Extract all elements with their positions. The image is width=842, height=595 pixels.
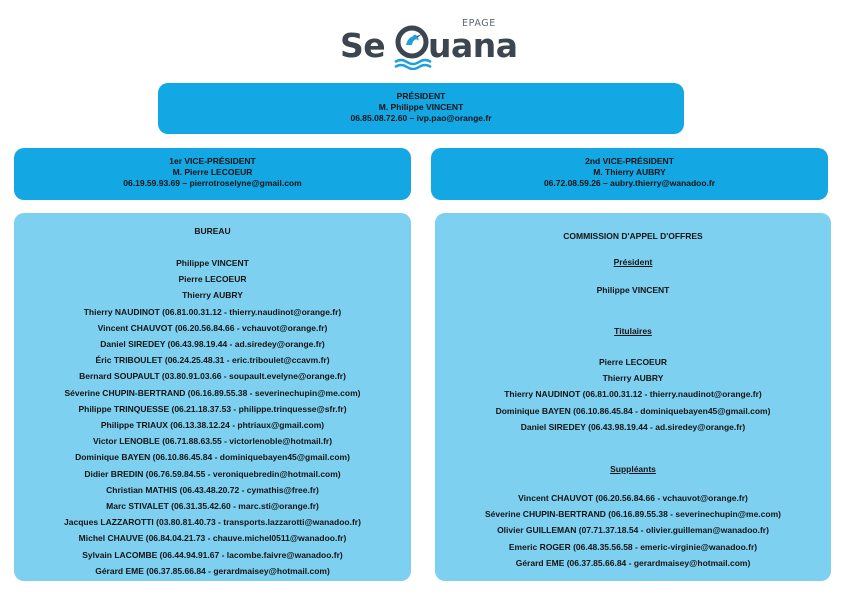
bureau-member: Bernard SOUPAULT (03.80.91.03.66 - soupault.evelyne@orange.fr) — [79, 371, 346, 382]
commission-title: COMMISSION D'APPEL D'OFFRES — [563, 231, 703, 241]
bureau-member: Séverine CHUPIN-BERTRAND (06.16.89.55.38 - severinechupin@me.com) — [64, 387, 361, 398]
commission-titulaire: Pierre LECOEUR — [598, 357, 668, 367]
sequana-logo — [340, 18, 518, 68]
bureau-title: BUREAU — [194, 226, 231, 236]
commission-president-heading: Président — [613, 257, 653, 267]
bureau-member: Dominique BAYEN (06.10.86.45.84 - dominiquebayen45@gmail.com) — [75, 452, 350, 463]
bureau-member: Philippe TRIAUX (06.13.38.12.24 - phtriaux@gmail.com) — [100, 420, 325, 431]
bureau-member: Marc STIVALET (06.31.35.42.60 - marc.sti@orange.fr) — [106, 501, 319, 512]
commission-titulaires-heading: Titulaires — [614, 326, 652, 336]
bureau-member-list — [14, 255, 411, 579]
commission-suppleant: Gérard EME (06.37.85.66.84 - gerardmaisey@hotmail.com) — [515, 557, 751, 568]
bureau-member: Michel CHAUVE (06.84.04.21.73 - chauve.michel0511@wanadoo.fr) — [78, 533, 347, 544]
vp1-title: 1er VICE-PRÉSIDENT — [169, 156, 256, 166]
commission-president-name: Philippe VINCENT — [596, 285, 670, 295]
logo-tag: EPAGE — [462, 18, 496, 29]
bureau-member: Daniel SIREDEY (06.43.98.19.44 - ad.siredey@orange.fr) — [100, 339, 325, 350]
bureau-member: Victor LENOBLE (06.71.88.63.55 - victorlenoble@hotmail.fr) — [92, 436, 333, 447]
commission-titulaires-list — [435, 354, 831, 435]
commission-suppleant: Emeric ROGER (06.48.35.56.58 - emeric-virginie@wanadoo.fr) — [508, 541, 758, 552]
vp1-name: M. Pierre LECOEUR — [172, 167, 253, 178]
commission-suppleant: Vincent CHAUVOT (06.20.56.84.66 - vchauvot@orange.fr) — [518, 493, 748, 503]
bureau-member: Pierre LECOEUR — [178, 274, 247, 285]
first-vice-president-box — [14, 148, 411, 200]
vp2-title: 2nd VICE-PRÉSIDENT — [585, 156, 674, 166]
logo-text-suffix: uana — [428, 26, 518, 65]
bureau-member: Philippe VINCENT — [176, 258, 249, 268]
commission-suppleants-heading: Suppléants — [610, 464, 656, 474]
bureau-box — [14, 213, 411, 581]
president-title: PRÉSIDENT — [396, 91, 446, 101]
vp2-contact: 06.72.08.59.26 – aubry.thierry@wanadoo.fr — [543, 178, 716, 189]
commission-titulaire: Dominique BAYEN (06.10.86.45.84 - dominiquebayen45@gmail.com) — [495, 405, 771, 416]
commission-suppleants-list — [435, 490, 831, 571]
bureau-member: Éric TRIBOULET (06.24.25.48.31 - eric.triboulet@ccavm.fr) — [95, 355, 330, 366]
bureau-member: Thierry NAUDINOT (06.81.00.31.12 - thierry.naudinot@orange.fr) — [83, 306, 342, 317]
bureau-member: Sylvain LACOMBE (06.44.94.91.67 - lacombe.faivre@wanadoo.fr) — [82, 549, 343, 560]
second-vice-president-box — [431, 148, 828, 200]
president-name: M. Philippe VINCENT — [378, 102, 464, 113]
vp2-name: M. Thierry AUBRY — [593, 167, 666, 178]
bureau-member: Thierry AUBRY — [182, 290, 243, 301]
logo-text-prefix: Se — [340, 26, 386, 65]
bureau-member: Jacques LAZZAROTTI (03.80.81.40.73 - transports.lazzarotti@wanadoo.fr) — [64, 517, 361, 528]
president-box — [158, 83, 684, 134]
commission-suppleant: Olivier GUILLEMAN (07.71.37.18.54 - olivier.guilleman@wanadoo.fr) — [497, 525, 769, 536]
commission-titulaire: Thierry AUBRY — [602, 373, 664, 384]
bureau-member: Gérard EME (06.37.85.66.84 - gerardmaisey@hotmail.com) — [95, 565, 330, 576]
commission-titulaire: Thierry NAUDINOT (06.81.00.31.12 - thierry.naudinot@orange.fr) — [504, 389, 762, 400]
bureau-member: Vincent CHAUVOT (06.20.56.84.66 - vchauvot@orange.fr) — [97, 322, 328, 333]
commission-suppleant: Séverine CHUPIN-BERTRAND (06.16.89.55.38 - severinechupin@me.com) — [485, 509, 781, 520]
bureau-member: Philippe TRINQUESSE (06.21.18.37.53 - philippe.trinquesse@sfr.fr) — [78, 403, 347, 414]
president-contact: 06.85.08.72.60 – ivp.pao@orange.fr — [350, 113, 492, 124]
commission-titulaire: Daniel SIREDEY (06.43.98.19.44 - ad.siredey@orange.fr) — [520, 421, 746, 432]
bureau-member: Christian MATHIS (06.43.48.20.72 - cymathis@free.fr) — [106, 484, 319, 495]
vp1-contact: 06.19.59.93.69 – pierrotroselyne@gmail.com — [123, 178, 302, 189]
bureau-member: Didier BREDIN (06.76.59.84.55 - veroniquebredin@hotmail.com) — [84, 468, 341, 479]
commission-box — [435, 213, 831, 581]
logo-waves-icon — [394, 58, 432, 70]
